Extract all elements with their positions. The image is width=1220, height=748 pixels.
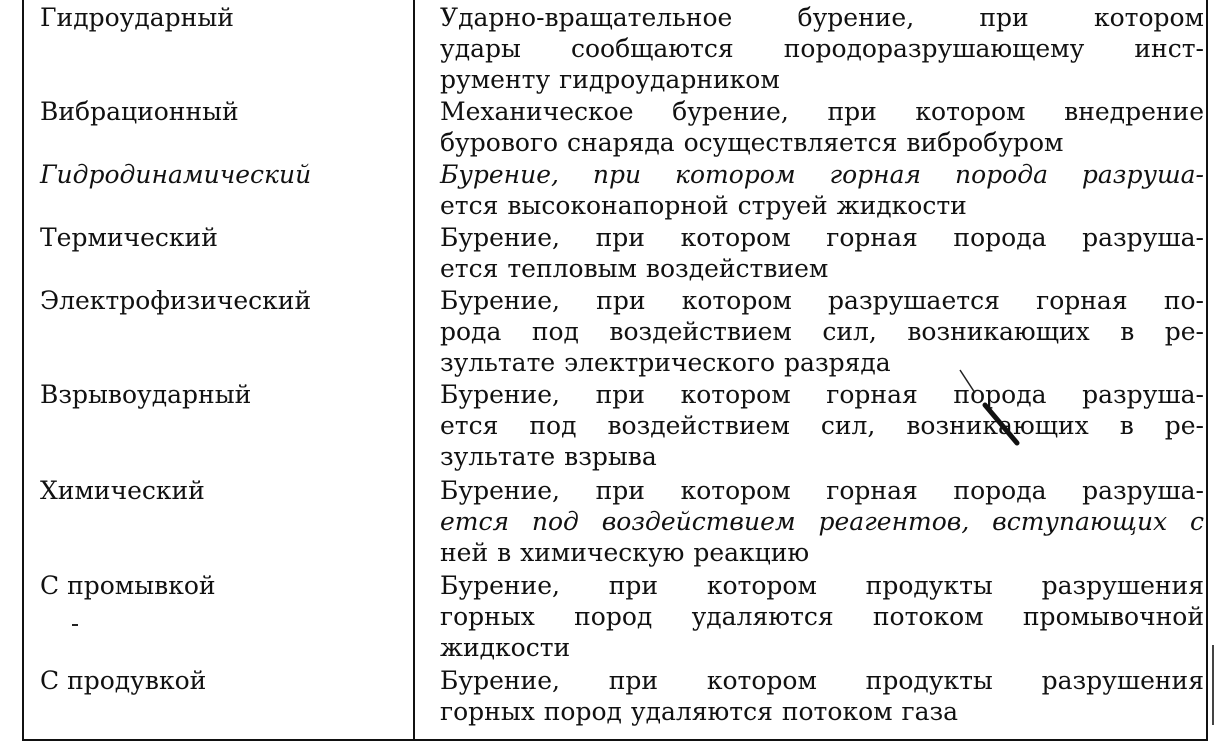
description-cell	[440, 475, 1204, 568]
description-line: жидкости	[440, 633, 571, 662]
column-divider	[413, 0, 415, 739]
description-line: зультате взрыва	[440, 442, 657, 471]
description-line: зультате электрического разряда	[440, 348, 891, 377]
description-cell	[440, 222, 1204, 284]
scan-artifact	[1212, 645, 1214, 725]
scan-artifact	[955, 365, 1035, 455]
term-cell: Химический	[40, 476, 205, 505]
description-line: горных пород удаляются потоком промывочной	[440, 602, 1204, 631]
description-line: рода под воздействием сил, возникающих в ре-	[440, 317, 1204, 346]
term-cell: Гидродинамический	[40, 160, 312, 189]
description-line: ется тепловым воздействием	[440, 254, 829, 283]
description-line: Механическое бурение, при котором внедрение	[440, 97, 1204, 126]
description-cell	[440, 285, 1204, 378]
description-line: ется под воздействием сил, возникающих в ре-	[440, 411, 1204, 440]
description-line: рументу гидроударником	[440, 65, 780, 94]
description-line: Бурение, при котором горная порода разруша-	[440, 223, 1204, 252]
description-line: Бурение, при котором разрушается горная по-	[440, 286, 1204, 315]
term-cell: Гидроударный	[40, 3, 234, 32]
description-cell	[440, 665, 1204, 727]
description-line: удары сообщаются породоразрушающему инст-	[440, 34, 1204, 63]
term-cell: Электрофизический	[40, 286, 312, 315]
description-line: Бурение, при котором горная порода разруша-	[440, 160, 1204, 189]
description-cell	[440, 570, 1204, 663]
term-cell: Вибрационный	[40, 97, 239, 126]
term-cell: С продувкой	[40, 666, 207, 695]
description-cell	[440, 379, 1204, 472]
term-cell: Взрывоударный	[40, 380, 252, 409]
description-line: горных пород удаляются потоком газа	[440, 697, 959, 726]
term-cell: С промывкой	[40, 571, 216, 600]
description-line: Бурение, при котором горная порода разруша-	[440, 476, 1204, 505]
description-line: Бурение, при котором продукты разрушения	[440, 571, 1204, 600]
description-line: бурового снаряда осуществляется вибробуром	[440, 128, 1064, 157]
description-line: Бурение, при котором горная порода разруша-	[440, 380, 1204, 409]
scan-artifact	[72, 624, 78, 626]
description-cell	[440, 2, 1204, 95]
description-line: ней в химическую реакцию	[440, 538, 810, 567]
description-cell	[440, 96, 1204, 158]
description-cell	[440, 159, 1204, 221]
term-cell: Термический	[40, 223, 218, 252]
description-line: Бурение, при котором продукты разрушения	[440, 666, 1204, 695]
description-line: ется высоконапорной струей жидкости	[440, 191, 967, 220]
description-line: Ударно-вращательное бурение, при котором	[440, 3, 1204, 32]
description-line: ется под воздействием реагентов, вступающих с	[440, 507, 1204, 536]
